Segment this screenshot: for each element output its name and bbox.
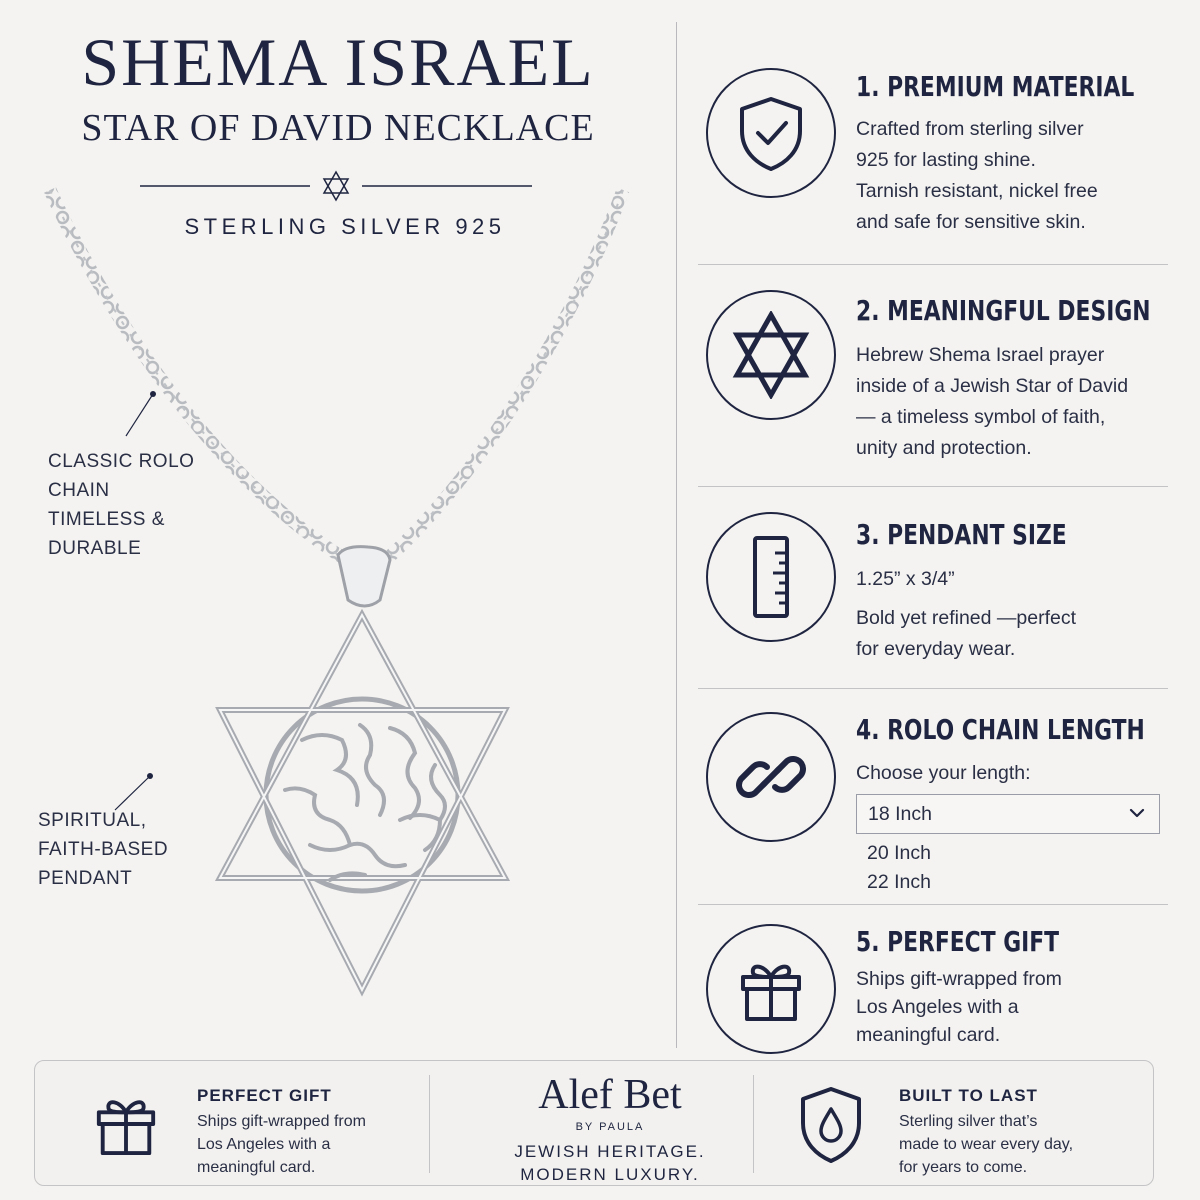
callout-pendant — [38, 806, 168, 893]
brand-tagline — [465, 1140, 755, 1186]
callout-chain-line: CLASSIC ROLO — [48, 451, 195, 472]
bottom-gift-title: PERFECT GIFT — [197, 1086, 332, 1105]
callout-chain-line: CHAIN — [48, 480, 110, 501]
feature-description — [856, 965, 1062, 1049]
feature-desc-line: Ships gift-wrapped from — [856, 968, 1062, 990]
bottom-divider — [753, 1075, 754, 1173]
bottom-last-line: for years to come. — [899, 1159, 1028, 1176]
gift-icon — [737, 955, 805, 1023]
bottom-gift-line: Ships gift-wrapped from — [197, 1113, 366, 1130]
chain-length-selected: 18 Inch — [868, 802, 932, 825]
feature-title: 3. PENDANT SIZE — [856, 518, 1067, 551]
feature-desc-line: Crafted from sterling silver — [856, 118, 1084, 140]
bottom-last-text — [899, 1110, 1073, 1179]
bottom-gift-line: Los Angeles with a — [197, 1136, 331, 1153]
bottom-last-line: made to wear every day, — [899, 1136, 1074, 1153]
hero-material: STERLING SILVER 925 — [184, 214, 506, 239]
hero-title: SHEMA ISRAEL — [81, 24, 595, 100]
feature-perfect-gift — [698, 0, 1168, 1050]
feature-desc-line: and safe for sensitive skin. — [856, 211, 1086, 233]
bottom-gift-line: meaningful card. — [197, 1159, 316, 1176]
brand-logo: Alef Bet — [538, 1072, 682, 1118]
feature-title: 1. PREMIUM MATERIAL — [856, 70, 1135, 103]
feature-desc-line: Hebrew Shema Israel prayer — [856, 344, 1105, 366]
callout-pendant-line: FAITH-BASED — [38, 839, 169, 860]
column-divider — [676, 22, 677, 1048]
chain-length-prompt: Choose your length: — [856, 762, 1031, 784]
hero-subtitle: STAR OF DAVID NECKLACE — [81, 107, 595, 149]
brand-tagline-line: JEWISH HERITAGE. — [514, 1142, 706, 1161]
feature-desc-line: for everyday wear. — [856, 638, 1016, 660]
bottom-gift-text — [197, 1110, 366, 1179]
feature-desc-line: Tarnish resistant, nickel free — [856, 180, 1098, 202]
brand-tagline-line: MODERN LUXURY. — [520, 1165, 700, 1184]
shield-drop-icon — [799, 1085, 863, 1163]
feature-icon-circle — [706, 924, 836, 1054]
pendant — [220, 615, 505, 990]
callout-pendant-line: PENDANT — [38, 868, 133, 889]
bottom-divider — [429, 1075, 430, 1173]
hebrew-filigree — [285, 725, 445, 880]
brand-byline: BY PAULA — [575, 1121, 645, 1133]
bottom-bar — [34, 1060, 1154, 1186]
callout-pendant-line: SPIRITUAL, — [38, 810, 147, 831]
necklace-image — [40, 180, 660, 1030]
feature-title: 4. ROLO CHAIN LENGTH — [856, 713, 1145, 746]
callout-chain-line: TIMELESS & — [48, 509, 165, 530]
feature-desc-line: unity and protection. — [856, 437, 1032, 459]
callout-chain — [48, 447, 194, 563]
bottom-last-line: Sterling silver that’s — [899, 1113, 1038, 1130]
chain-length-option[interactable]: 22 Inch — [867, 871, 931, 893]
callout-chain-line: DURABLE — [48, 538, 142, 559]
feature-title: 5. PERFECT GIFT — [856, 925, 1060, 958]
feature-desc-line: Bold yet refined —perfect — [856, 607, 1077, 629]
feature-desc-line: — a timeless symbol of faith, — [856, 406, 1106, 428]
feature-desc-line: 925 for lasting shine. — [856, 149, 1036, 171]
feature-title: 2. MEANINGFUL DESIGN — [856, 294, 1151, 327]
gift-icon — [93, 1091, 159, 1157]
feature-desc-line: inside of a Jewish Star of David — [856, 375, 1129, 397]
feature-desc-line: Los Angeles with a — [856, 996, 1019, 1018]
callout-line-chain — [118, 384, 168, 444]
pendant-size-value: 1.25” x 3/4” — [856, 568, 955, 590]
chain-length-option[interactable]: 20 Inch — [867, 842, 931, 864]
feature-desc-line: meaningful card. — [856, 1024, 1001, 1046]
bottom-last-title: BUILT TO LAST — [899, 1086, 1038, 1105]
